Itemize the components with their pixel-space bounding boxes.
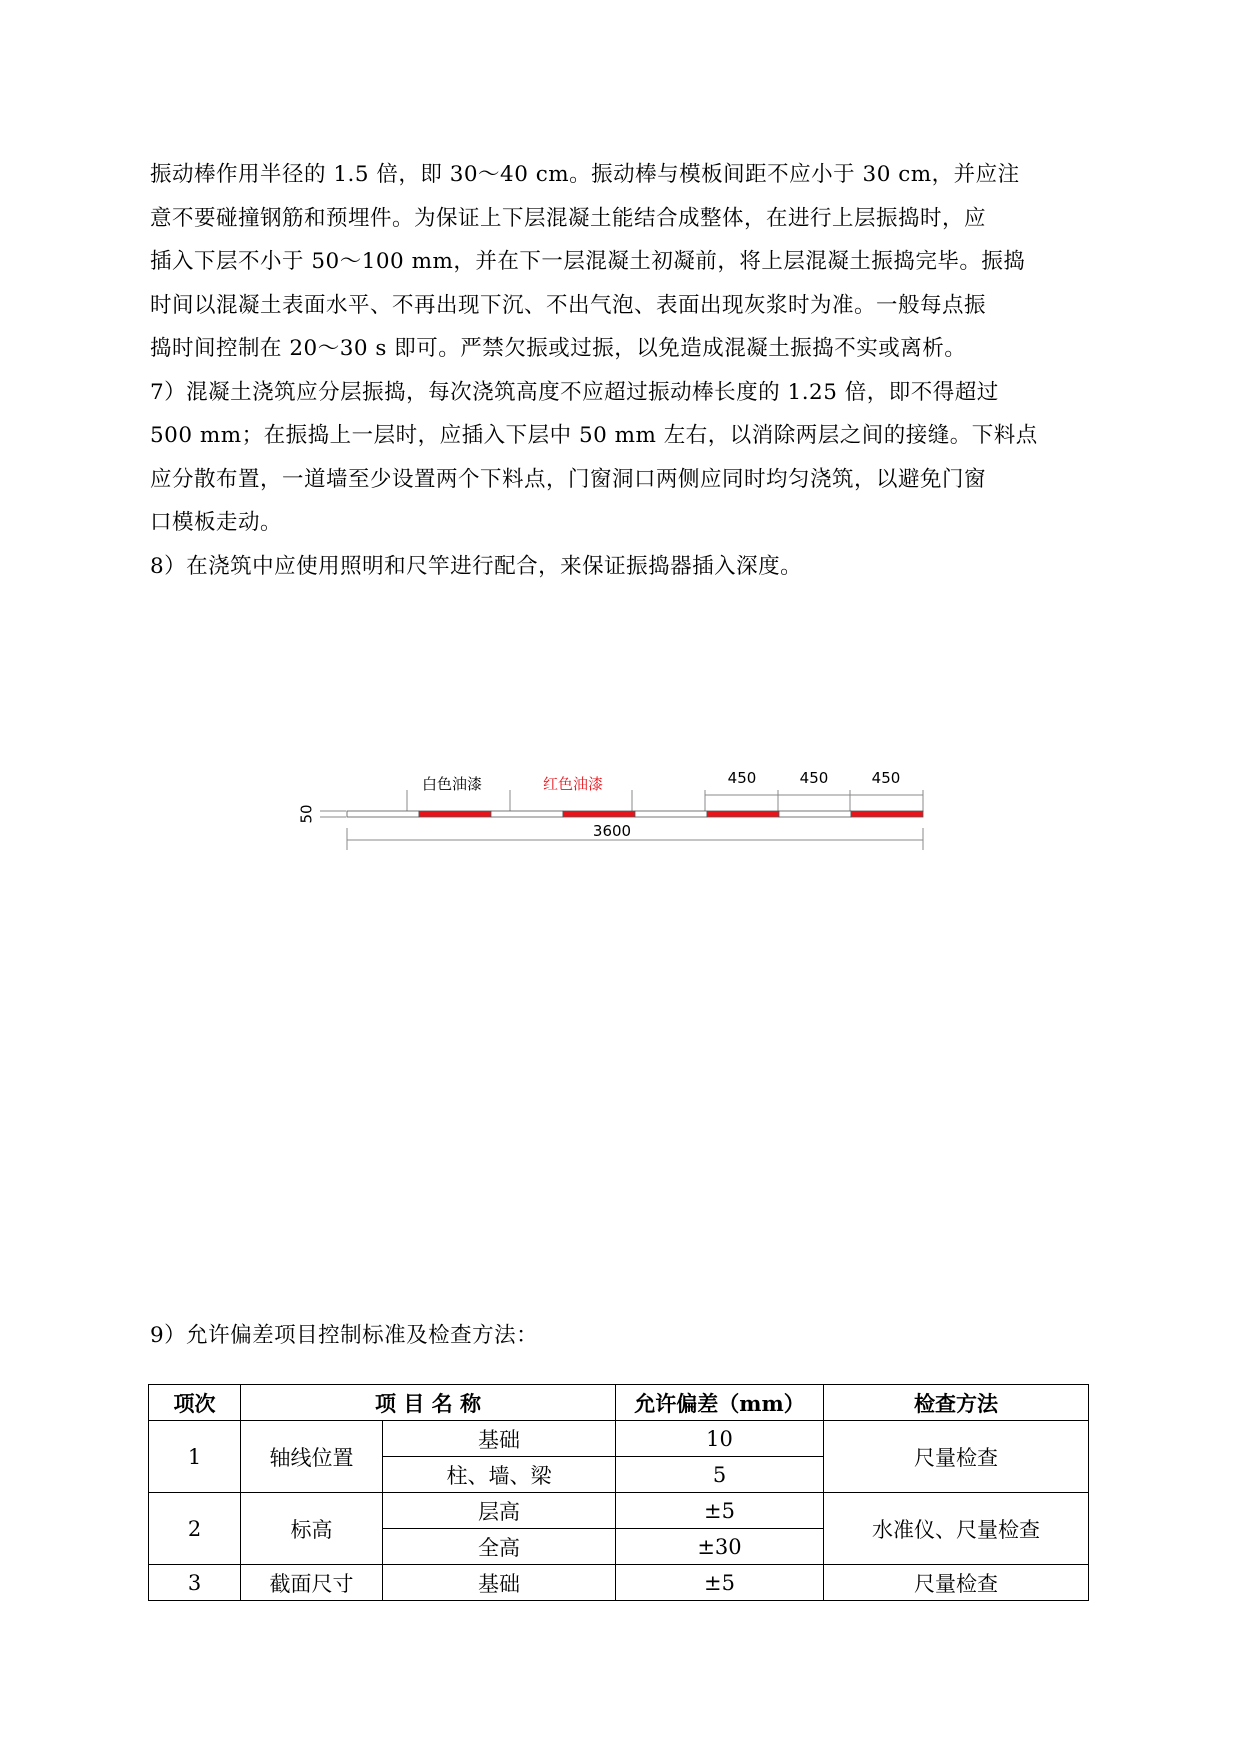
- header-no: 项次: [149, 1385, 241, 1421]
- rod-segment-red: [707, 811, 779, 817]
- text-line: 应分散布置，一道墙至少设置两个下料点，门窗洞口两侧应同时均匀浇筑，以避免门窗: [150, 466, 987, 492]
- text-line: 捣时间控制在 20～30 s 即可。严禁欠振或过振，以免造成混凝土振捣不实或离析。: [150, 336, 967, 361]
- segment-dim-1: 450: [727, 769, 757, 787]
- red-paint-label: 红色油漆: [542, 775, 604, 793]
- segment-dim-2: 450: [799, 769, 829, 787]
- row-tolerance: ±5: [616, 1565, 824, 1601]
- rod-segment-white: [779, 811, 851, 817]
- row-method: 水准仪、尺量检查: [824, 1493, 1089, 1565]
- text-line: 插入下层不小于 50～100 mm，并在下一层混凝土初凝前，将上层混凝土振捣完毕。振捣: [150, 249, 1026, 274]
- rod-segment-white: [347, 811, 419, 817]
- row-sub: 柱、墙、梁: [383, 1457, 616, 1493]
- row-no: 2: [149, 1493, 241, 1565]
- row-item: 轴线位置: [241, 1421, 383, 1493]
- header-method: 检查方法: [824, 1385, 1089, 1421]
- row-no: 1: [149, 1421, 241, 1493]
- header-tolerance: 允许偏差（mm）: [616, 1385, 824, 1421]
- text-line: 振动棒作用半径的 1.5 倍，即 30～40 cm。振动棒与模板间距不应小于 30 cm，并应注: [150, 162, 1020, 187]
- text-line: 7）混凝土浇筑应分层振捣，每次浇筑高度不应超过振动棒长度的 1.25 倍，即不得超过: [150, 379, 999, 405]
- row-tolerance: ±30: [616, 1529, 824, 1565]
- rod-segment-white: [635, 811, 707, 817]
- segment-dim-3: 450: [871, 769, 901, 787]
- row-method: 尺量检查: [824, 1565, 1089, 1601]
- row-method: 尺量检查: [824, 1421, 1089, 1493]
- row-sub: 层高: [383, 1493, 616, 1529]
- deviation-table: [148, 1384, 1089, 1601]
- row-tolerance: ±5: [616, 1493, 824, 1529]
- total-dimension: [347, 828, 923, 850]
- row-sub: 基础: [383, 1565, 616, 1601]
- rod: [347, 811, 923, 817]
- white-paint-label: 白色油漆: [421, 775, 483, 793]
- row-tolerance: 5: [616, 1457, 824, 1493]
- row-no: 3: [149, 1565, 241, 1601]
- height-dim-label: 50: [297, 804, 316, 824]
- text-line: 意不要碰撞钢筋和预埋件。为保证上下层混凝土能结合成整体，在进行上层振捣时，应: [150, 205, 987, 231]
- table-caption: 9）允许偏差项目控制标准及检查方法：: [150, 1323, 539, 1348]
- table-row: [149, 1493, 1089, 1529]
- text-line: 8）在浇筑中应使用照明和尺竿进行配合，来保证振捣器插入深度。: [150, 553, 803, 579]
- rod-segment-red: [851, 811, 923, 817]
- rod-segment-white: [491, 811, 563, 817]
- text-line: 时间以混凝土表面水平、不再出现下沉、不出气泡、表面出现灰浆时为准。一般每点振: [150, 292, 987, 318]
- row-tolerance: 10: [616, 1421, 824, 1457]
- text-line: 500 mm；在振捣上一层时，应插入下层中 50 mm 左右，以消除两层之间的接缝。下料点: [150, 423, 1038, 448]
- row-item: 截面尺寸: [241, 1565, 383, 1601]
- total-dim-label: 3600: [592, 822, 632, 840]
- row-item: 标高: [241, 1493, 383, 1565]
- text-line: 口模板走动。: [150, 510, 283, 535]
- table-row: [149, 1421, 1089, 1457]
- label-brackets: [407, 790, 923, 812]
- rod-segment-red: [563, 811, 635, 817]
- row-sub: 全高: [383, 1529, 616, 1565]
- rod-segment-red: [419, 811, 491, 817]
- table-row: [149, 1565, 1089, 1601]
- header-item: 项 目 名 称: [241, 1385, 616, 1421]
- row-sub: 基础: [383, 1421, 616, 1457]
- table-header-row: [149, 1385, 1089, 1421]
- height-dimension: [320, 811, 346, 817]
